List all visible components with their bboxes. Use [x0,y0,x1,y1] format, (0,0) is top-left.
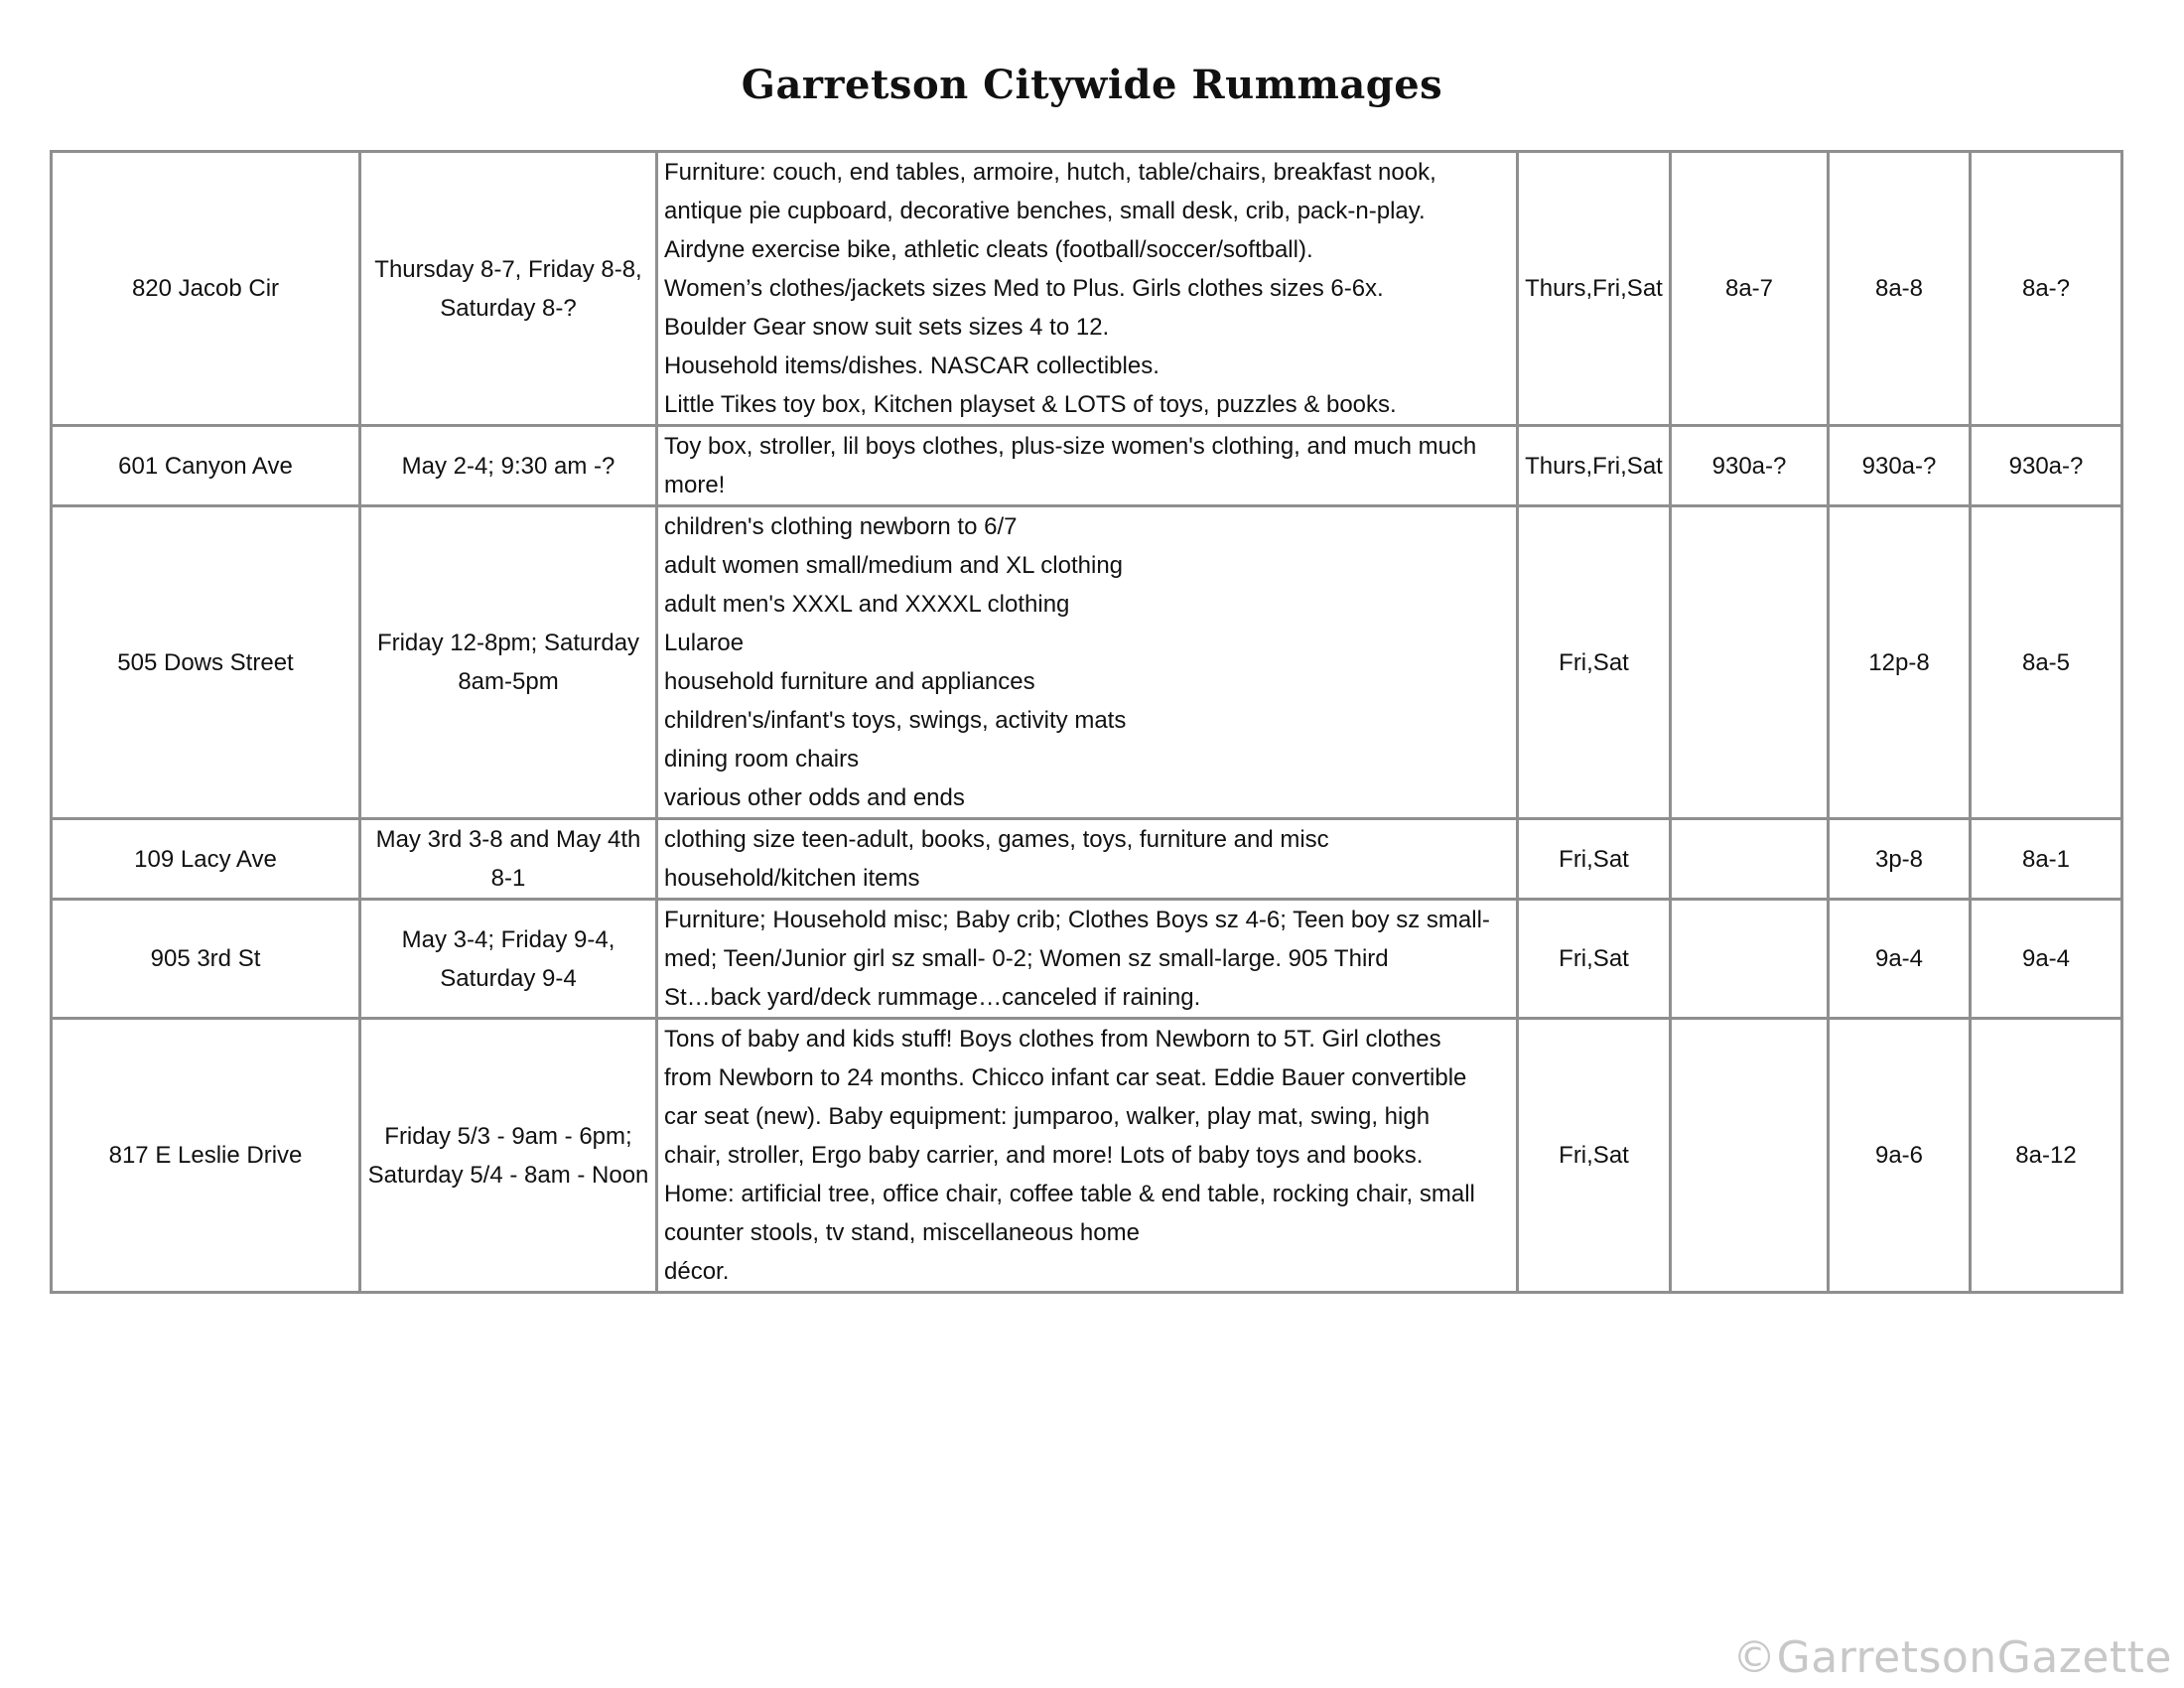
saturday-hours-cell: 8a-? [1971,152,2122,426]
items-cell [657,506,1518,819]
items-line: various other odds and ends [664,784,965,811]
items-line: car seat (new). Baby equipment: jumparoo, walker, play mat, swing, high [664,1103,1431,1130]
table-row [52,1019,2122,1293]
dates-cell: Friday 5/3 - 9am - 6pm; Saturday 5/4 - 8am - Noon [360,1019,657,1293]
watermark: ©GarretsonGazette [1732,1632,2172,1683]
items-line: children's clothing newborn to 6/7 [664,513,1018,540]
items-line: counter stools, tv stand, miscellaneous home [664,1219,1140,1246]
thursday-hours-cell [1671,819,1829,900]
thursday-hours-cell: 8a-7 [1671,152,1829,426]
table-row [52,152,2122,426]
thursday-hours-cell [1671,506,1829,819]
table-row [52,900,2122,1019]
friday-hours-cell: 8a-8 [1829,152,1971,426]
items-line: chair, stroller, Ergo baby carrier, and more! Lots of baby toys and books. [664,1142,1424,1169]
items-line: décor. [664,1258,730,1285]
days-cell: Fri,Sat [1518,506,1671,819]
items-line: Furniture; Household misc; Baby crib; Clothes Boys sz 4-6; Teen boy sz small- [664,907,1490,933]
table-body [52,152,2122,1293]
dates-cell: May 3-4; Friday 9-4, Saturday 9-4 [360,900,657,1019]
table-row [52,426,2122,506]
days-cell: Thurs,Fri,Sat [1518,152,1671,426]
items-line: Home: artificial tree, office chair, coffee table & end table, rocking chair, small [664,1181,1475,1207]
saturday-hours-cell: 8a-5 [1971,506,2122,819]
items-cell [657,152,1518,426]
table-row [52,819,2122,900]
items-line: household/kitchen items [664,865,920,892]
items-cell [657,1019,1518,1293]
items-line: adult men's XXXL and XXXXL clothing [664,591,1070,618]
table-row [52,506,2122,819]
items-line: St…back yard/deck rummage…canceled if raining. [664,984,1201,1011]
items-cell [657,900,1518,1019]
items-line: Airdyne exercise bike, athletic cleats (football/soccer/softball). [664,236,1313,263]
items-line: Little Tikes toy box, Kitchen playset & LOTS of toys, puzzles & books. [664,391,1397,418]
items-line: from Newborn to 24 months. Chicco infant car seat. Eddie Bauer convertible [664,1064,1467,1091]
items-line: Boulder Gear snow suit sets sizes 4 to 12. [664,314,1110,341]
items-line: household furniture and appliances [664,668,1035,695]
friday-hours-cell: 9a-6 [1829,1019,1971,1293]
address-cell: 820 Jacob Cir [52,152,360,426]
days-cell: Thurs,Fri,Sat [1518,426,1671,506]
items-line: antique pie cupboard, decorative benches, small desk, crib, pack-n-play. [664,198,1426,224]
thursday-hours-cell [1671,1019,1829,1293]
saturday-hours-cell: 9a-4 [1971,900,2122,1019]
dates-cell: Friday 12-8pm; Saturday 8am-5pm [360,506,657,819]
dates-cell: May 3rd 3-8 and May 4th 8-1 [360,819,657,900]
items-line: more! [664,472,726,498]
saturday-hours-cell: 8a-1 [1971,819,2122,900]
items-line: clothing size teen-adult, books, games, toys, furniture and misc [664,826,1329,853]
items-line: med; Teen/Junior girl sz small- 0-2; Women sz small-large. 905 Third [664,945,1389,972]
days-cell: Fri,Sat [1518,900,1671,1019]
items-line: Furniture: couch, end tables, armoire, hutch, table/chairs, breakfast nook, [664,159,1436,186]
items-line: Tons of baby and kids stuff! Boys clothes from Newborn to 5T. Girl clothes [664,1026,1441,1053]
friday-hours-cell: 3p-8 [1829,819,1971,900]
rummage-table [50,150,2123,1294]
friday-hours-cell: 12p-8 [1829,506,1971,819]
address-cell: 109 Lacy Ave [52,819,360,900]
items-line: Lularoe [664,630,745,656]
dates-cell: May 2-4; 9:30 am -? [360,426,657,506]
items-line: Household items/dishes. NASCAR collectibles. [664,352,1160,379]
items-line: dining room chairs [664,746,860,773]
items-cell [657,819,1518,900]
address-cell: 601 Canyon Ave [52,426,360,506]
days-cell: Fri,Sat [1518,819,1671,900]
page-title: Garretson Citywide Rummages [741,62,1443,108]
saturday-hours-cell: 8a-12 [1971,1019,2122,1293]
days-cell: Fri,Sat [1518,1019,1671,1293]
saturday-hours-cell: 930a-? [1971,426,2122,506]
dates-cell: Thursday 8-7, Friday 8-8, Saturday 8-? [360,152,657,426]
thursday-hours-cell: 930a-? [1671,426,1829,506]
address-cell: 905 3rd St [52,900,360,1019]
address-cell: 817 E Leslie Drive [52,1019,360,1293]
thursday-hours-cell [1671,900,1829,1019]
address-cell: 505 Dows Street [52,506,360,819]
friday-hours-cell: 930a-? [1829,426,1971,506]
items-line: Women’s clothes/jackets sizes Med to Plus. Girls clothes sizes 6-6x. [664,275,1384,302]
items-line: adult women small/medium and XL clothing [664,552,1124,579]
items-cell [657,426,1518,506]
items-line: children's/infant's toys, swings, activity mats [664,707,1127,734]
items-line: Toy box, stroller, lil boys clothes, plus-size women's clothing, and much much [664,433,1477,460]
friday-hours-cell: 9a-4 [1829,900,1971,1019]
